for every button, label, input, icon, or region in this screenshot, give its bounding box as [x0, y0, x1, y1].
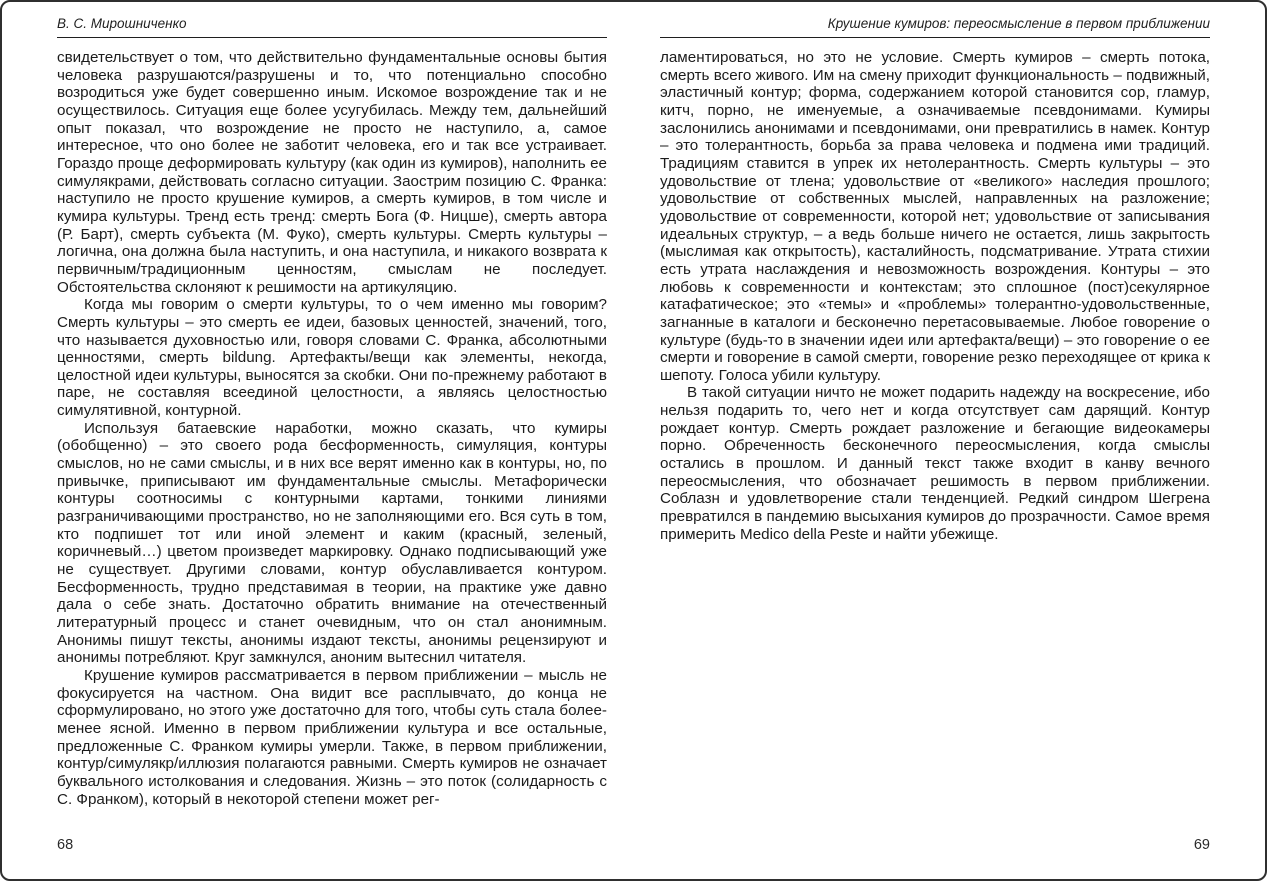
left-page	[57, 2, 607, 879]
right-page-body	[660, 49, 1210, 543]
right-page	[660, 2, 1210, 879]
paragraph: Когда мы говорим о смерти культуры, то о чем именно мы говорим? Смерть культуры – это смерть ее идеи, базовых ценностей, значений, того, что называется духовностью или, говоря словами С. Франка, абсолютными ценностями, смерть bildung. Артефакты/вещи как элементы, некогда, целостной идеи культуры, выносятся за скобки. Они по-прежнему работают в паре, не составляя всеединой целостности, а являясь целостностью симулятивной, контурной.	[57, 296, 607, 420]
paragraph: В такой ситуации ничто не может подарить надежду на воскресение, ибо нельзя подарить то, чего нет и когда отсутствует сам дарящий. Контур рождает контур. Смерть рождает разложение и бегающие видеокамеры порно. Обреченность бесконечного переосмысления, когда смыслы остались в прошлом. И данный текст также входит в канву вечного переосмысления, что обозначает решимость в первом приближении. Соблазн и удовлетворение стали тенденцией. Редкий синдром Шегрена превратился в пандемию высыхания кумиров до прозрачности. Самое время примерить Medico della Peste и найти убежище.	[660, 384, 1210, 543]
paragraph: ламентироваться, но это не условие. Смерть кумиров – смерть потока, смерть всего живого. Им на смену приходит функциональность – подвижный, эластичный контур; форма, содержанием которой становится сор, гламур, китч, порно, не именуемые, а означиваемые псевдонимами. Кумиры заслонились анонимами и псевдонимами, они превратились в намек. Контур – это толерантность, борьба за права человека и подмена ими традиций. Традициям ставится в упрек их нетолерантность. Смерть культуры – это удовольствие от тлена; удовольствие от «великого» наследия прошлого; удовольствие от собственных мыслей, направленных на разложение; удовольствие от современности, которой нет; удовольствие от записывания идеальных структур, – а ведь больше ничего не остается, лишь закрытость (мыслимая как открытость), касталийность, подсматривание. Утрата стихии есть утрата наслаждения и невозможность возрождения. Контуры – это любовь к современности и контекстам; это сплошное (пост)секулярное катафатическое; это «темы» и «проблемы» толерантно-удовольственные, загнанные в каталоги и бесконечно перетасовываемые. Любое говорение о культуре (будь-то в значении идеи или артефакта/вещи) – это говорение о ее смерти и говорение в самой смерти, говорение резко переходящее от крика к шепоту. Голоса убили культуру.	[660, 49, 1210, 384]
paragraph: Крушение кумиров рассматривается в первом приближении – мысль не фокусируется на частном. Она видит все расплывчато, до конца не сформулировано, но этого уже достаточно для того, чтобы суть стала более-менее ясной. Именно в первом приближении культура и все остальные, предложенные С. Франком кумиры умерли. Также, в первом приближении, контур/симулякр/иллюзия полагаются равными. Смерть кумиров не означает буквального истолкования и следования. Жизнь – это поток (солидарность с С. Франком), который в некоторой степени может рег-	[57, 666, 607, 808]
running-header-title: Крушение кумиров: переосмысление в первом приближении	[660, 2, 1210, 38]
left-page-body	[57, 49, 607, 808]
paragraph: Используя батаевские наработки, можно сказать, что кумиры (обобщенно) – это своего рода бесформенность, симуляция, контуры смыслов, но не сами смыслы, и в них все верят именно как в контуры, но, по привычке, приписывают им фундаментальные смыслы. Метафорически контуры соотносимы с контурными картами, тонкими линиями разграничивающими пространство, но не заполняющими его. Вся суть в том, кто подпишет тот или иной элемент и каким (красный, зеленый, коричневый…) цветом произведет маркировку. Однако подписывающий уже не существует. Другими словами, контур обуславливается контуром. Бесформенность, трудно представимая в теории, на практике уже давно дала о себе знать. Достаточно обратить внимание на отечественный литературный процесс и станет очевидным, что он стал анонимным. Анонимы пишут тексты, анонимы издают тексты, анонимы рецензируют и анонимы потребляют. Круг замкнулся, аноним вытеснил читателя.	[57, 419, 607, 667]
page-number-right: 69	[1193, 837, 1210, 853]
page-number-left: 68	[57, 837, 74, 853]
paragraph: свидетельствует о том, что действительно фундаментальные основы бытия человека разрушаются/разрушены и то, что потенциально способно возродиться уже будет совершенно иным. Искомое возрождение так и не осуществилось. Ситуация еще более усугубилась. Между тем, дальнейший опыт показал, что возрождение не просто не наступило, а, самое интересное, что оно более не заботит человека, его и так все устраивает. Гораздо проще деформировать культуру (как один из кумиров), наполнить ее симулякрами, действовать согласно ситуации. Заострим позицию С. Франка: наступило не просто крушение кумиров, а смерть кумиров, в том числе и кумира культуры. Тренд есть тренд: смерть Бога (Ф. Ницше), смерть автора (Р. Барт), смерть субъекта (М. Фуко), смерть культуры. Смерть культуры – логична, она должна была наступить, и она наступила, и никакого возврата к первичным/традиционным ценностям, смыслам не последует. Обстоятельства склоняют к решимости на артикуляцию.	[57, 49, 607, 296]
running-header-author: В. С. Мирошниченко	[57, 2, 607, 38]
